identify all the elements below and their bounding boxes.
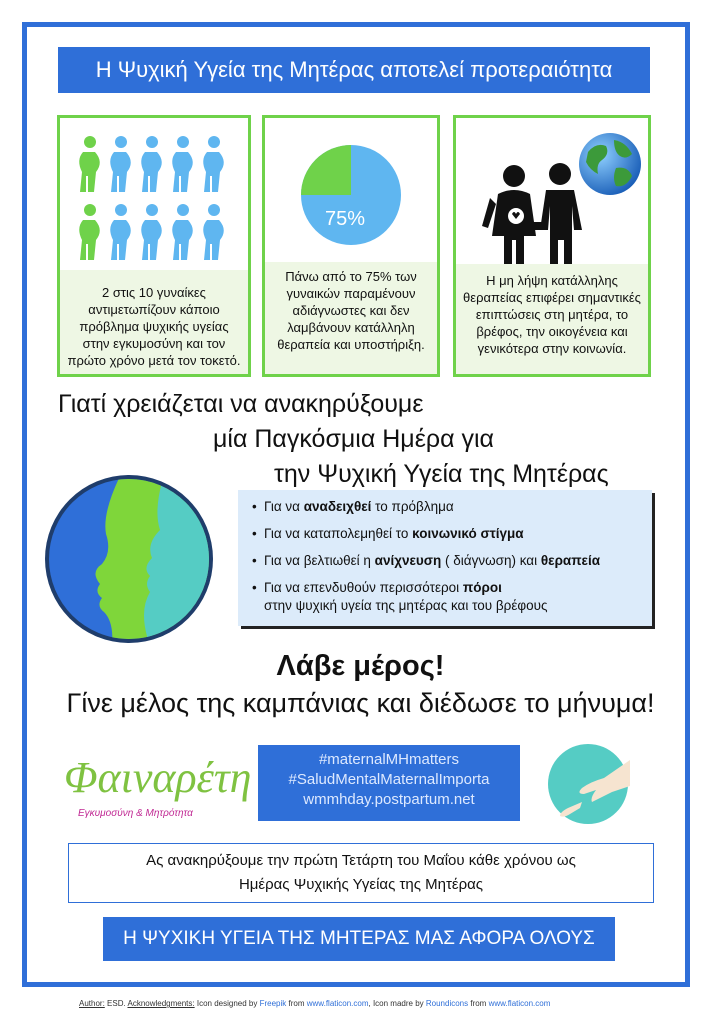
freepik-link[interactable]: Freepik <box>259 999 287 1008</box>
why-line-2: μία Παγκόσμια Ημέρα για <box>213 425 494 453</box>
woman-figure <box>110 204 131 260</box>
hashtag-1: #maternalMHmatters <box>318 751 460 768</box>
pie-chart-icon <box>265 120 437 260</box>
bottom-banner <box>103 917 615 961</box>
logo-tagline: Εγκυμοσύνη & Μητρότητα <box>78 808 193 819</box>
hashtag-2: #SaludMentalMaternalImporta <box>288 771 490 788</box>
credits-line: Author: ESD. Acknowledgments: Icon designed by Freepik from www.flaticon.com, Icon madre by Roundicons from www.flaticon.com <box>79 999 551 1008</box>
reason-item-3: • Για να βελτιωθεί η ανίχνευση ( διάγνωση) και θεραπεία <box>252 553 601 568</box>
hands-icon <box>546 742 630 826</box>
bottom-banner-text: Η ΨΥΧΙΚΗ ΥΓΕΙΑ ΤΗΣ ΜΗΤΕΡΑΣ ΜΑΣ ΑΦΟΡΑ ΟΛΟΥΣ <box>123 928 595 949</box>
woman-figure <box>79 204 100 260</box>
stat-box-undiagnosed <box>262 115 440 377</box>
page-title-text: Η Ψυχική Υγεία της Μητέρας αποτελεί προτεραιότητα <box>95 57 613 82</box>
woman-figure <box>172 136 193 192</box>
logo-name: Φαιναρέτη <box>64 753 252 802</box>
declaration-notice <box>68 843 654 903</box>
woman-figure <box>203 136 224 192</box>
globe-icon <box>576 130 644 198</box>
page-title <box>58 47 650 93</box>
pie-percent-label: 75% <box>324 208 366 230</box>
reason-item-2: • Για να καταπολεμηθεί το κοινωνικό στίγμα <box>252 526 524 541</box>
reason-item-1: • Για να αναδειχθεί το πρόβλημα <box>252 499 454 514</box>
stat-box-impact <box>453 115 651 377</box>
woman-figure <box>79 136 100 192</box>
join-campaign-text: Γίνε μέλος της καμπάνιας και διέδωσε το μήνυμα! <box>66 688 655 718</box>
stat-text-undiagnosed: Πάνω από το 75% των γυναικών παραμένουν αδιάγνωστες και δεν λαμβάνουν κατάλληλη θεραπεία και υποστήριξη. <box>265 262 437 374</box>
woman-figure <box>110 136 131 192</box>
campaign-url[interactable]: wmmhday.postpartum.net <box>303 791 475 808</box>
notice-line-1: Ας ανακηρύξουμε την πρώτη Τετάρτη του Μαΐου κάθε χρόνου ως <box>146 852 576 869</box>
roundicons-link[interactable]: Roundicons <box>425 999 469 1008</box>
pregnant-women-icon <box>60 126 248 266</box>
stat-box-prevalence <box>57 115 251 377</box>
pie-slice-other <box>301 145 351 195</box>
why-line-3: την Ψυχική Υγεία της Μητέρας <box>274 460 609 488</box>
why-line-1: Γιατί χρειάζεται να ανακηρύξουμε <box>58 390 424 418</box>
woman-figure <box>172 204 193 260</box>
woman-figure <box>203 204 224 260</box>
mother-baby-faces-icon <box>42 472 216 646</box>
reason-item-4: • Για να επενδυθούν περισσότεροι πόροι <box>252 580 502 595</box>
woman-figure <box>141 204 162 260</box>
flaticon-link-2[interactable]: www.flaticon.com <box>488 999 551 1008</box>
stat-text-prevalence: 2 στις 10 γυναίκες αντιμετωπίζουν κάποιο πρόβλημα ψυχικής υγείας στην εγκυμοσύνη και τον πρώτο χρόνο μετά τον τοκετό. <box>60 270 248 374</box>
notice-line-2: Ημέρας Ψυχικής Υγείας της Μητέρας <box>238 876 484 893</box>
reasons-list <box>238 490 652 626</box>
woman-figure <box>141 136 162 192</box>
hashtags-box <box>258 745 520 821</box>
stat-text-impact: Η μη λήψη κατάλληλης θεραπείας επιφέρει σημαντικές επιπτώσεις στη μητέρα, το βρέφος, την οικογένεια και γενικότερα στην κοινωνία. <box>456 264 648 374</box>
flaticon-link-1[interactable]: www.flaticon.com <box>306 999 369 1008</box>
take-part-heading: Λάβε μέρος! <box>276 650 445 682</box>
reason-item-4-line-2: στην ψυχική υγεία της μητέρας και του βρέφους <box>264 598 548 613</box>
